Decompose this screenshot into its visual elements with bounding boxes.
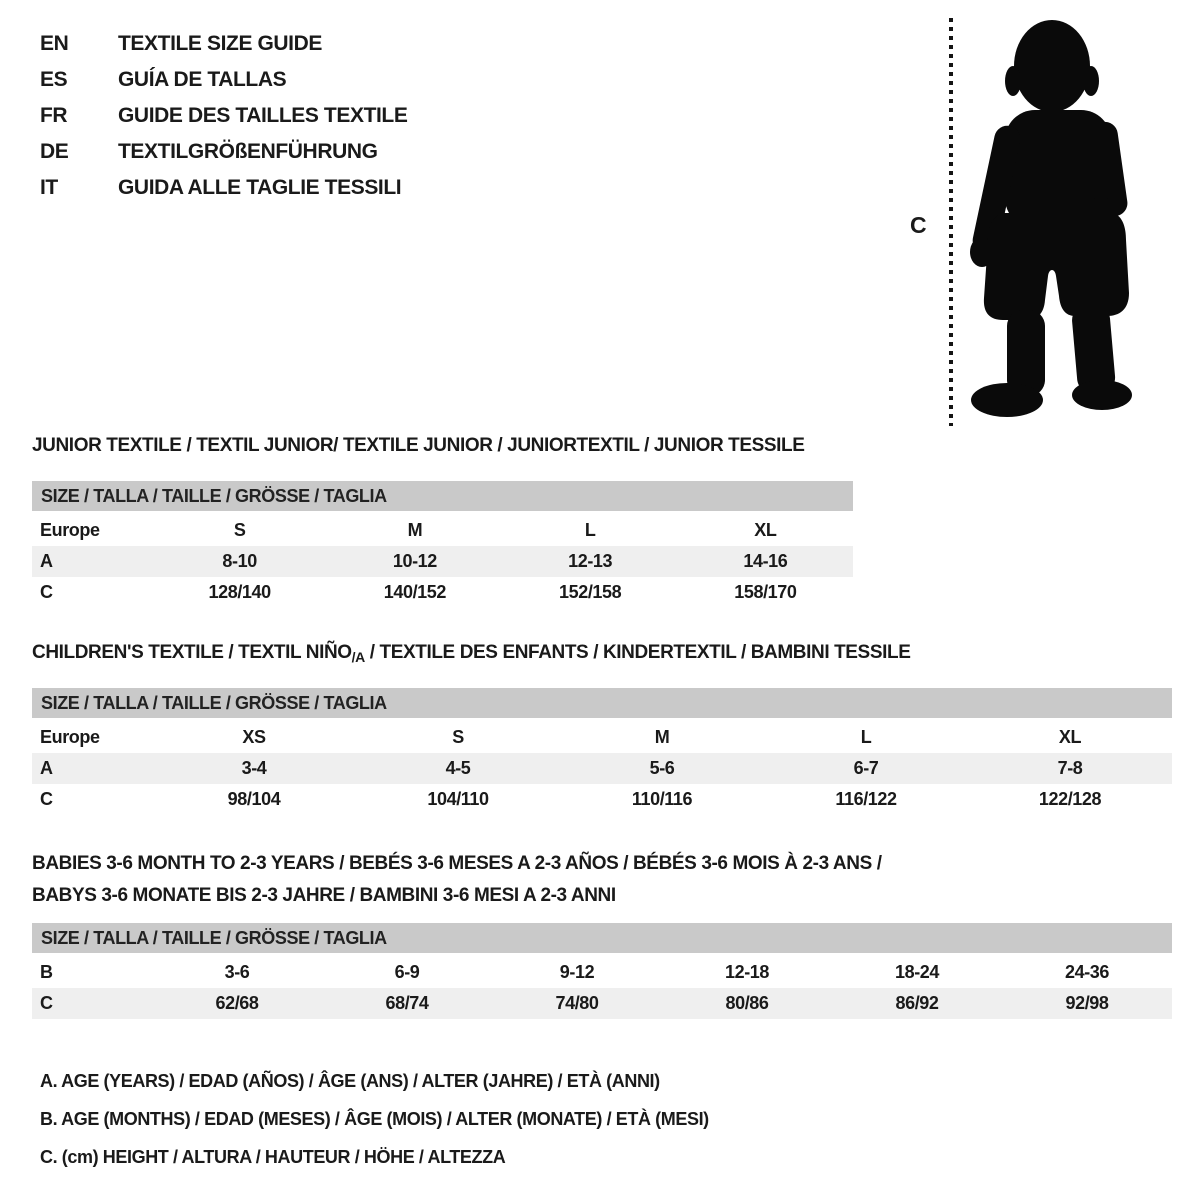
row-label: Europe [40,727,100,747]
row-cell: M [654,727,670,747]
lang-title: TEXTILGRÖßENFÜHRUNG [118,140,378,163]
row-cell: 110/116 [631,789,693,809]
lang-code: ES [40,68,68,91]
babies-title-line1: BABIES 3-6 MONTH TO 2-3 YEARS / BEBÉS 3-6 MESES A 2-3 AÑOS / BÉBÉS 3-6 MOIS À 2-3 ANS / [32,853,882,874]
children-size-table [32,688,1172,815]
row-cell: XS [242,727,266,747]
size-header-bar: SIZE / TALLA / TAILLE / GRÖSSE / TAGLIA [32,481,853,511]
table-row [32,577,853,608]
row-cell: L [584,520,596,540]
row-cell: 152/158 [558,582,622,602]
measurement-legend [40,1062,709,1176]
row-label: Europe [40,520,100,540]
babies-size-table [32,923,1172,1019]
row-cell: 86/92 [895,993,939,1013]
children-title-subscript: /A [351,649,365,665]
table-row [32,988,1172,1019]
row-cell: S [233,520,246,540]
row-cell: 128/140 [208,582,271,602]
table-row [32,515,853,546]
row-cell: 12-13 [568,551,613,571]
row-label: C [40,789,53,809]
size-header-bar: SIZE / TALLA / TAILLE / GRÖSSE / TAGLIA [32,688,1172,718]
row-cell: 98/104 [227,789,281,809]
row-cell: 158/170 [734,582,797,602]
row-cell: 104/110 [427,789,489,809]
lang-title: GUÍA DE TALLAS [118,68,287,91]
row-cell: 3-6 [224,962,250,982]
babies-section-title [32,848,882,912]
row-cell: S [452,727,464,747]
legend-line-a: A. AGE (YEARS) / EDAD (AÑOS) / ÂGE (ANS) / ALTER (JAHRE) / ETÀ (ANNI) [40,1071,660,1091]
row-cell: 68/74 [385,993,429,1013]
lang-row-de [40,134,407,170]
row-cell: 4-5 [445,758,471,778]
row-cell: 116/122 [835,789,897,809]
table-row [32,753,1172,784]
row-cell: 80/86 [725,993,769,1013]
row-label: C [40,993,53,1013]
row-label: A [40,758,53,778]
table-row [32,784,1172,815]
language-title-list [40,26,407,206]
row-cell: XL [754,520,777,540]
row-cell: 6-9 [394,962,420,982]
legend-line-b: B. AGE (MONTHS) / EDAD (MESES) / ÂGE (MOIS) / ALTER (MONATE) / ETÀ (MESI) [40,1109,709,1129]
babies-title-line2: BABYS 3-6 MONATE BIS 2-3 JAHRE / BAMBINI 3-6 MESI A 2-3 ANNI [32,885,616,906]
table-row [32,546,853,577]
lang-code: EN [40,32,69,55]
row-cell: 92/98 [1065,993,1109,1013]
lang-title: GUIDA ALLE TAGLIE TESSILI [118,176,402,199]
row-cell: 14-16 [743,551,788,571]
row-cell: L [860,727,872,747]
row-cell: 5-6 [649,758,675,778]
row-cell: 3-4 [241,758,267,778]
lang-title: TEXTILE SIZE GUIDE [118,32,322,55]
row-cell: 7-8 [1057,758,1083,778]
lang-code: FR [40,104,68,127]
row-cell: 18-24 [894,962,940,982]
height-measure-label: C [910,212,927,238]
children-title-post: / TEXTILE DES ENFANTS / KINDERTEXTIL / BAMBINI TESSILE [364,642,911,663]
children-section-title [32,642,910,664]
lang-code: DE [40,140,69,163]
row-cell: 8-10 [222,551,257,571]
lang-code: IT [40,176,58,199]
table-row [32,957,1172,988]
row-label: B [40,962,53,982]
children-title-pre: CHILDREN'S TEXTILE / TEXTIL NIÑO [32,642,352,663]
row-cell: M [407,520,423,540]
row-cell: 9-12 [559,962,595,982]
row-label: C [40,582,53,602]
lang-row-it [40,170,407,206]
row-cell: XL [1058,727,1082,747]
table-row [32,722,1172,753]
lang-row-en [40,26,407,62]
lang-title: GUIDE DES TAILLES TEXTILE [118,104,408,127]
row-cell: 140/152 [383,582,446,602]
row-cell: 74/80 [555,993,599,1013]
row-cell: 24-36 [1064,962,1110,982]
toddler-silhouette-icon [963,18,1145,426]
row-label: A [40,551,53,571]
row-cell: 12-18 [724,962,770,982]
legend-line-c: C. (cm) HEIGHT / ALTURA / HAUTEUR / HÖHE / ALTEZZA [40,1147,506,1167]
row-cell: 62/68 [215,993,259,1013]
row-cell: 6-7 [853,758,879,778]
junior-size-table [32,481,853,608]
row-cell: 122/128 [1038,789,1102,809]
height-measure-dashed-line [949,18,953,426]
lang-row-es [40,62,407,98]
junior-section-title: JUNIOR TEXTILE / TEXTIL JUNIOR/ TEXTILE JUNIOR / JUNIORTEXTIL / JUNIOR TESSILE [32,435,805,456]
lang-row-fr [40,98,407,134]
row-cell: 10-12 [392,551,437,571]
size-header-bar: SIZE / TALLA / TAILLE / GRÖSSE / TAGLIA [32,923,1172,953]
